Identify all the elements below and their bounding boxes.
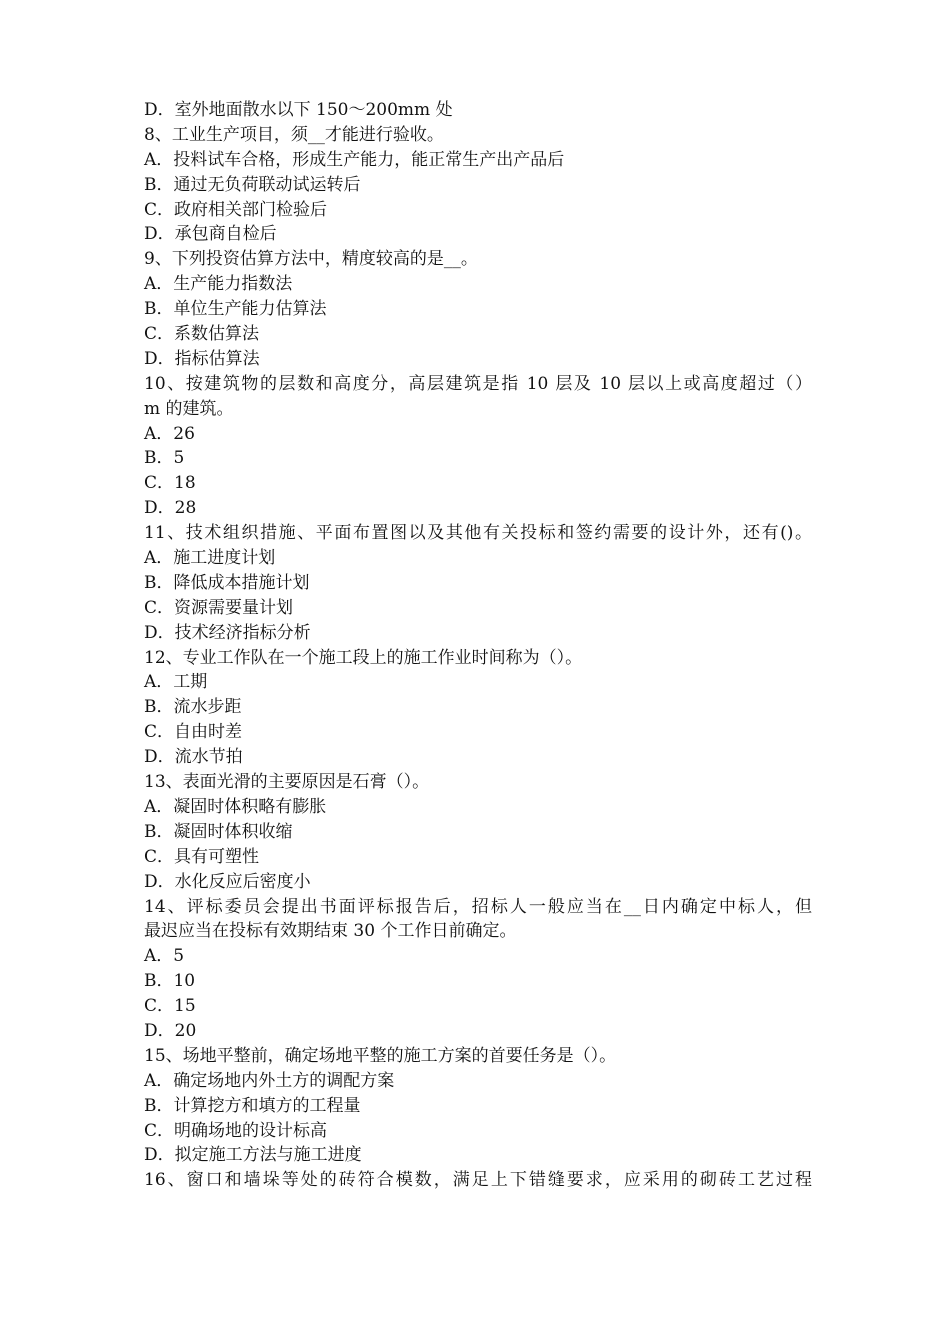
option-a-line: A．凝固时体积略有膨胀 xyxy=(144,796,327,817)
question-14: 14、评标委员会提出书面评标报告后，招标人一般应当在__日内确定中标人，但 xyxy=(144,896,812,917)
option-a-line: A．工期 xyxy=(144,672,208,693)
option-d-line: D．指标估算法 xyxy=(144,348,260,369)
document-body xyxy=(144,98,812,1193)
option-d-line: D．室外地面散水以下 150～200mm 处 xyxy=(144,100,453,120)
question-9: 9、下列投资估算方法中，精度较高的是__。 xyxy=(144,249,478,270)
option-a-line: A．投料试车合格，形成生产能力，能正常生产出产品后 xyxy=(144,149,565,170)
option-c-line: C．政府相关部门检验后 xyxy=(144,199,328,220)
question-14-continued: 最迟应当在投标有效期结束 30 个工作日前确定。 xyxy=(144,921,517,942)
question-16: 16、窗口和墙垛等处的砖符合模数，满足上下错缝要求，应采用的砌砖工艺过程 xyxy=(144,1170,812,1191)
option-a-line: A．5 xyxy=(144,946,185,967)
option-b-line: B．流水步距 xyxy=(144,697,242,718)
option-b-line: B．5 xyxy=(144,448,185,469)
option-c-line: C．具有可塑性 xyxy=(144,846,260,867)
option-d-line: D．水化反应后密度小 xyxy=(144,871,311,892)
option-c-line: C．系数估算法 xyxy=(144,324,260,345)
option-a-line: A．生产能力指数法 xyxy=(144,274,293,295)
option-b-line: B．凝固时体积收缩 xyxy=(144,821,293,842)
option-d-line: D．拟定施工方法与施工进度 xyxy=(144,1145,362,1166)
question-13: 13、表面光滑的主要原因是石膏（）。 xyxy=(144,772,430,793)
question-10-continued: m 的建筑。 xyxy=(144,398,234,419)
option-b-line: B．单位生产能力估算法 xyxy=(144,299,327,320)
option-b-line: B．计算挖方和填方的工程量 xyxy=(144,1095,361,1116)
option-d-line: D．承包商自检后 xyxy=(144,224,277,245)
option-c-line: C．自由时差 xyxy=(144,722,243,743)
option-b-line: B．降低成本措施计划 xyxy=(144,572,310,593)
option-d-line: D．流水节拍 xyxy=(144,747,243,768)
option-a-line: A．26 xyxy=(144,423,195,444)
option-a-line: A．确定场地内外土方的调配方案 xyxy=(144,1070,395,1091)
option-c-line: C．资源需要量计划 xyxy=(144,597,294,618)
option-d-line: D．28 xyxy=(144,498,197,519)
question-15: 15、场地平整前，确定场地平整的施工方案的首要任务是（）。 xyxy=(144,1045,617,1066)
option-a-line: A．施工进度计划 xyxy=(144,548,276,569)
option-c-line: C．15 xyxy=(144,996,196,1017)
option-d-line: D．20 xyxy=(144,1020,197,1041)
question-12: 12、专业工作队在一个施工段上的施工作业时间称为（）。 xyxy=(144,647,583,668)
option-b-line: B．10 xyxy=(144,971,196,992)
question-8: 8、工业生产项目，须__才能进行验收。 xyxy=(144,124,444,145)
option-d-line: D．技术经济指标分析 xyxy=(144,622,311,643)
option-c-line: C．18 xyxy=(144,473,196,494)
option-c-line: C．明确场地的设计标高 xyxy=(144,1120,328,1141)
question-11: 11、技术组织措施、平面布置图以及其他有关投标和签约需要的设计外，还有()。 xyxy=(144,523,812,544)
question-10: 10、按建筑物的层数和高度分，高层建筑是指 10 层及 10 层以上或高度超过（） xyxy=(144,373,812,394)
option-b-line: B．通过无负荷联动试运转后 xyxy=(144,174,361,195)
